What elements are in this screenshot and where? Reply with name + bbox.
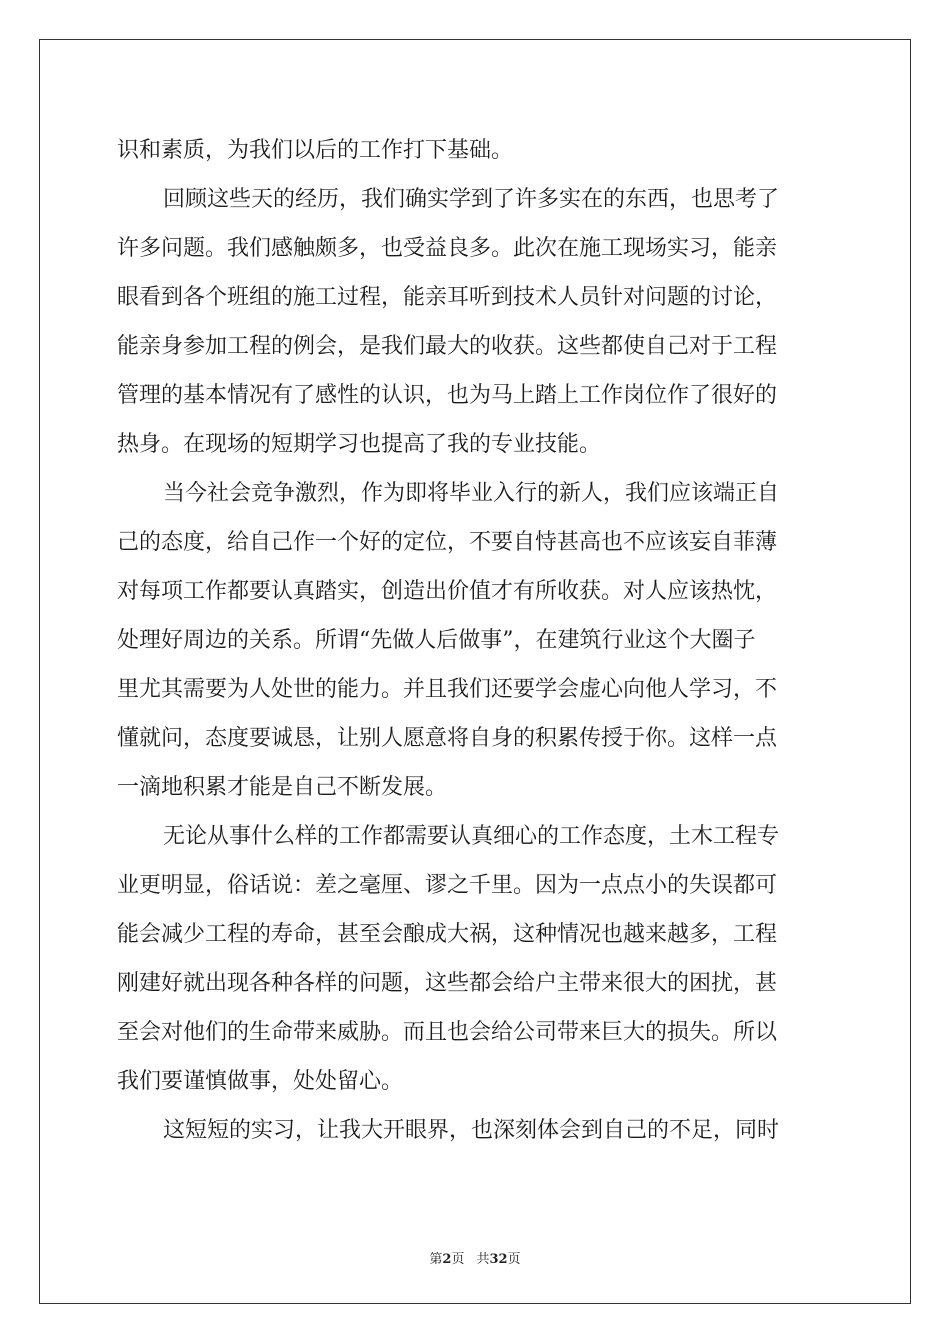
text-line: 无论从事什么样的工作都需要认真细心的工作态度，土木工程专 [163, 824, 780, 849]
text-line: 对每项工作都要认真踏实，创造出价值才有所收获。对人应该热忱， [117, 579, 778, 604]
text-line: 识和素质，为我们以后的工作打下基础。 [117, 138, 514, 163]
text-line: 处理好周边的关系。所谓“先做人后做事”，在建筑行业这个大圈子 [117, 628, 756, 653]
text-line: 一滴地积累才能是自己不断发展。 [117, 775, 448, 800]
text-line: 这短短的实习，让我大开眼界，也深刻体会到自己的不足，同时 [163, 1118, 780, 1143]
footer-page-suffix: 页 [451, 1252, 465, 1267]
text-line: 懂就问，态度要诚恳，让别人愿意将自身的积累传授于你。这样一点 [117, 726, 778, 751]
text-block [117, 126, 833, 1155]
footer-total-suffix: 页 [507, 1252, 521, 1267]
text-line: 许多问题。我们感触颇多，也受益良多。此次在施工现场实习，能亲 [117, 236, 778, 261]
text-line: 当今社会竞争激烈，作为即将毕业入行的新人，我们应该端正自 [163, 481, 780, 506]
text-line: 能会减少工程的寿命，甚至会酿成大祸，这种情况也越来越多，工程 [117, 922, 778, 947]
total-pages: 32 [489, 1252, 508, 1267]
text-line: 刚建好就出现各种各样的问题，这些都会给户主带来很大的困扰，甚 [117, 971, 778, 996]
text-line: 己的态度，给自己作一个好的定位，不要自恃甚高也不应该妄自菲薄 [117, 530, 778, 555]
footer-total-prefix: 共 [476, 1252, 490, 1267]
text-line: 我们要谨慎做事，处处留心。 [117, 1069, 404, 1094]
footer-prefix: 第 [429, 1252, 443, 1267]
page-footer [0, 1248, 950, 1267]
text-line: 回顾这些天的经历，我们确实学到了许多实在的东西，也思考了 [163, 187, 780, 212]
text-line: 至会对他们的生命带来威胁。而且也会给公司带来巨大的损失。所以 [117, 1020, 778, 1045]
text-line: 管理的基本情况有了感性的认识，也为马上踏上工作岗位作了很好的 [117, 383, 778, 408]
text-line: 里尤其需要为人处世的能力。并且我们还要学会虚心向他人学习，不 [117, 677, 778, 702]
text-line: 业更明显，俗话说：差之毫厘、谬之千里。因为一点点小的失误都可 [117, 873, 778, 898]
document-body [117, 126, 833, 1155]
text-line: 眼看到各个班组的施工过程，能亲耳听到技术人员针对问题的讨论， [117, 285, 778, 310]
page-number: 2 [442, 1252, 452, 1267]
text-line: 能亲身参加工程的例会，是我们最大的收获。这些都使自己对于工程 [117, 334, 778, 359]
text-line: 热身。在现场的短期学习也提高了我的专业技能。 [117, 432, 602, 457]
